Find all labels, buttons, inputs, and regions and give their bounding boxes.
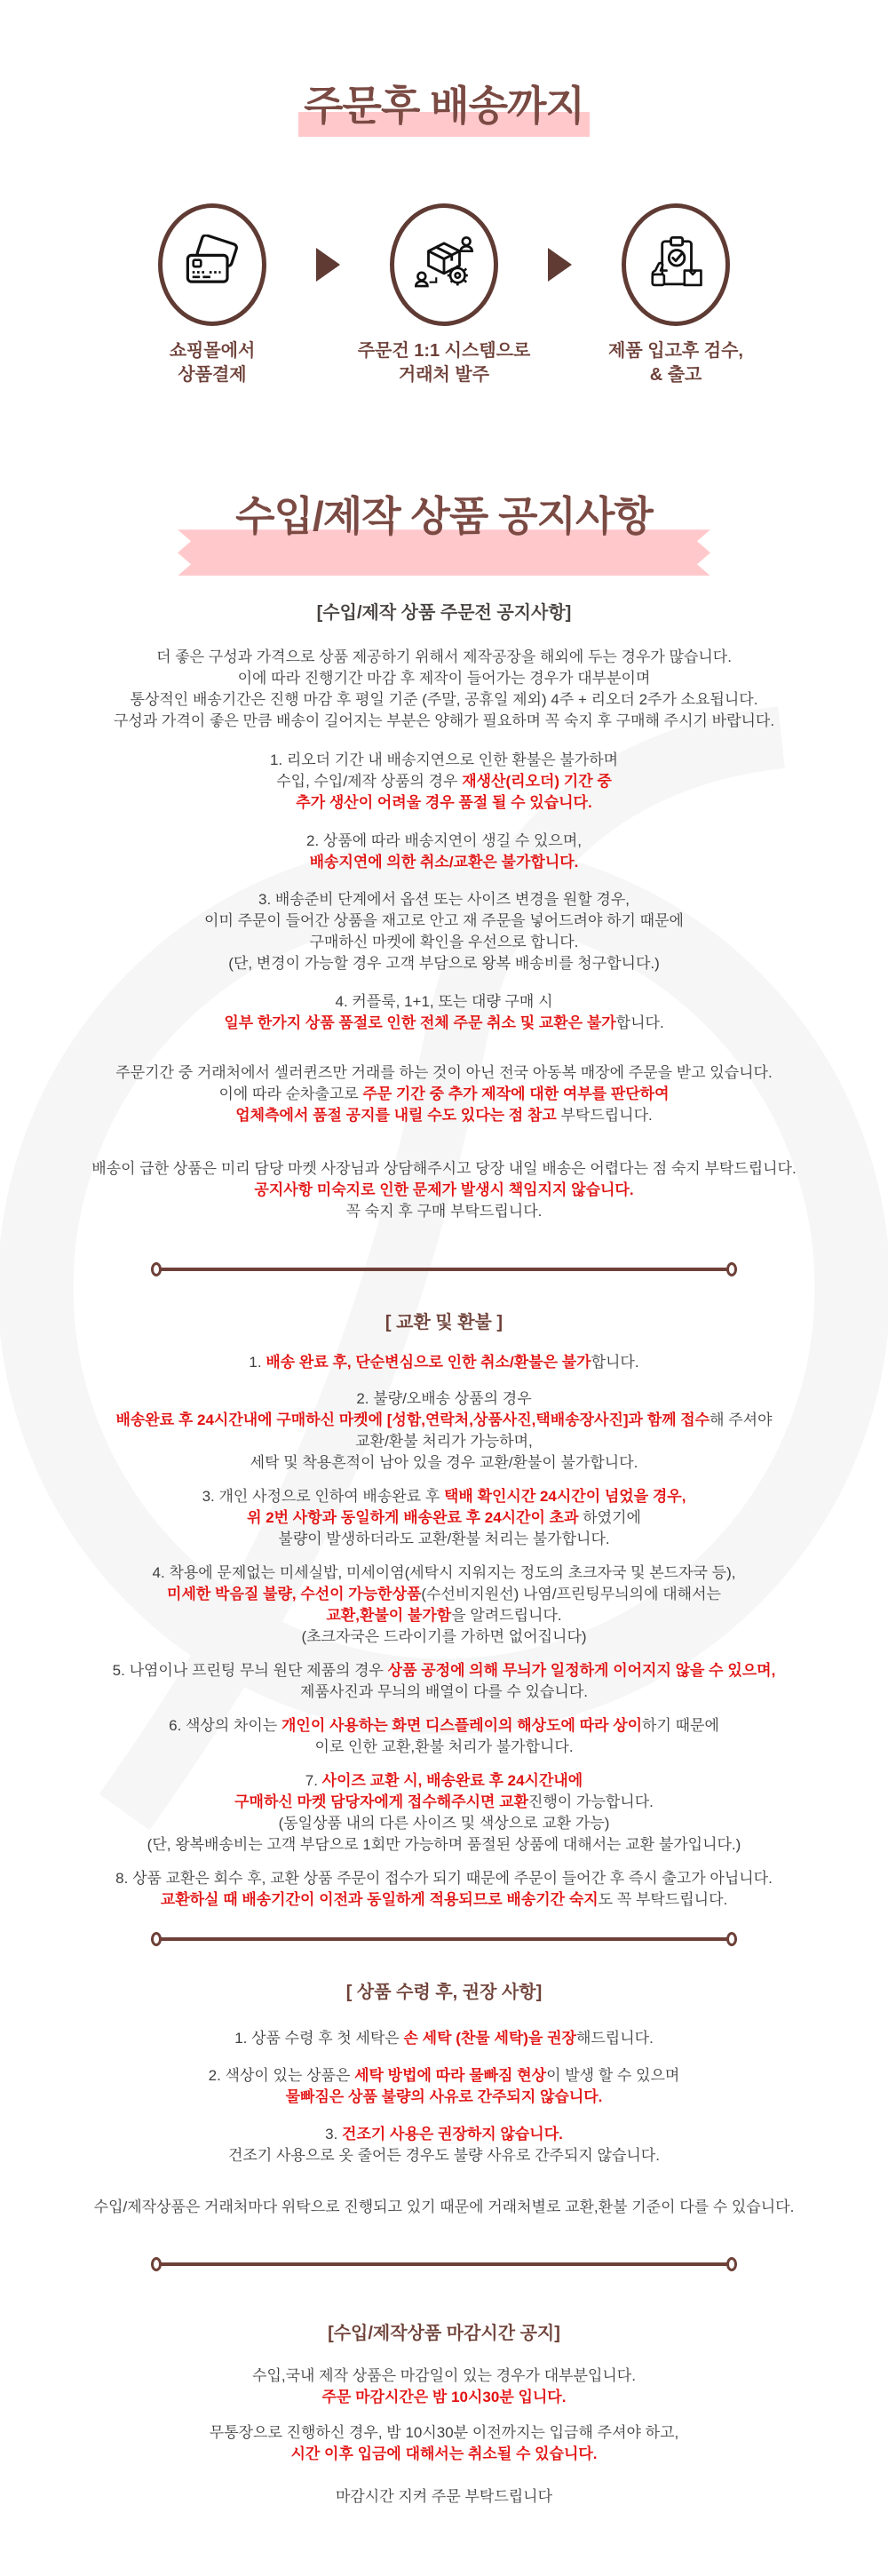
text-line: 5. 나염이나 프린팅 무늬 원단 제품의 경우 상품 공정에 의해 무늬가 일정하게 이어지지 않을 수 있으며, [112, 1662, 776, 1680]
text-line: 주문 마감시간은 밤 10시30분 입니다. [321, 2389, 567, 2406]
pre-order-item-2 [44, 831, 844, 873]
order-period-paragraph [44, 1062, 844, 1126]
text-line: 교환/환불 처리가 가능하며, [355, 1433, 533, 1451]
text-line: 위 2번 사항과 동일하게 배송완료 후 24시간이 초과 하였기에 [247, 1509, 641, 1527]
divider-line [159, 1937, 729, 1941]
text-line: 2. 불량/오배송 상품의 경우 [356, 1390, 532, 1408]
text-line: 건조기 사용으로 옷 줄어든 경우도 불량 사유로 간주되지 않습니다. [228, 2147, 660, 2165]
text-line: 공지사항 미숙지로 인한 문제가 발생시 책임지지 않습니다. [254, 1181, 634, 1199]
text-line: 구매하신 마켓에 확인을 우선으로 합니다. [309, 934, 579, 951]
process-step-order-system [357, 203, 531, 387]
text-line: 1. 배송 완료 후, 단순변심으로 인한 취소/환불은 불가합니다. [249, 1354, 639, 1371]
text-line: 배송이 급한 상품은 미리 담당 마켓 사장님과 상담해주시고 당장 내일 배송은 어렵다는 점 숙지 부탁드립니다. [91, 1160, 797, 1178]
title-highlight: 주문후 배송까지 [298, 83, 590, 137]
divider-line [159, 2262, 729, 2266]
text-line: 배송지연에 의한 취소/교환은 불가합니다. [309, 854, 579, 871]
exchange-item-6 [44, 1715, 844, 1758]
section-header: [수입/제작 상품 주문전 공지사항] [316, 603, 572, 624]
text-line: 1. 상품 수령 후 첫 세탁은 손 세탁 (찬물 세탁)을 권장해드립니다. [234, 2030, 654, 2047]
credit-card-icon [182, 235, 242, 295]
care-item-2 [44, 2065, 844, 2108]
section-header: [ 상품 수령 후, 권장 사항] [345, 1983, 543, 2003]
arrow-right-icon [316, 248, 340, 282]
text-line: 1. 리오더 기간 내 배송지연으로 인한 환불은 불가하며 [269, 751, 619, 769]
step-label: 주문건 1:1 시스템으로 거래처 발주 [357, 341, 531, 386]
text-line: 3. 건조기 사용은 권장하지 않습니다. [325, 2126, 563, 2143]
text-line: 8. 상품 교환은 회수 후, 교환 상품 주문이 접수가 되기 때문에 주문이 들어간 후 즉시 출고가 아닙니다. [115, 1870, 773, 1888]
exchange-item-8 [44, 1868, 844, 1911]
text-line: 3. 배송준비 단계에서 옵션 또는 사이즈 변경을 원할 경우, [258, 891, 630, 909]
notice-section-title: 수입/제작 상품 공지사항 [0, 492, 888, 577]
pre-order-item-1 [44, 750, 844, 814]
text-line: 이에 따라 진행기간 마감 후 제작이 들어가는 경우가 대부분이며 [237, 670, 651, 688]
text-line: 미세한 박음질 불량, 수선이 가능한상품(수선비지원선) 나염/프린팅무늬의에 대해서는 [167, 1586, 721, 1603]
divider-end-ring [726, 1932, 737, 1946]
step-label: 제품 입고후 검수, & 출고 [608, 341, 743, 386]
text-line: 2. 상품에 따라 배송지연이 생길 수 있으며, [306, 832, 582, 850]
exchange-item-5 [44, 1660, 844, 1703]
text-line: 추가 생산이 어려울 경우 품절 될 수 있습니다. [296, 794, 592, 812]
page-title [0, 82, 888, 131]
text-line: 통상적인 배송기간은 진행 마감 후 평일 기준 (주말, 공휴일 제외) 4주 + 리오더 2주가 소요됩니다. [130, 691, 758, 709]
text-line: 4. 착용에 문제없는 미세실밥, 미세이염(세탁시 지워지는 정도의 초크자국 및 본드자국 등), [152, 1564, 736, 1582]
deadline-item-3 [44, 2486, 844, 2508]
pre-order-item-4 [44, 991, 844, 1034]
text-line: 이미 주문이 들어간 상품을 재고로 안고 재 주문을 넣어드려야 하기 때문에 [204, 912, 684, 930]
divider-end-ring [151, 1932, 162, 1946]
text-line: 일부 한가지 상품 품절로 인한 전체 주문 취소 및 교환은 불가합니다. [224, 1014, 664, 1032]
arrow-right-icon [548, 248, 572, 282]
process-step-payment [146, 203, 279, 387]
text-line: 구매하신 마켓 담당자에게 접수해주시면 교환진행이 가능합니다. [234, 1793, 654, 1811]
text-line: 업체측에서 품절 공지를 내릴 수도 있다는 점 참고 부탁드립니다. [235, 1107, 653, 1125]
text-line: 불량이 발생하더라도 교환/환불 처리는 불가합니다. [278, 1530, 610, 1548]
process-step-inspection [609, 203, 742, 387]
text-line: 구성과 가격이 좋은 만큼 배송이 길어지는 부분은 양해가 필요하며 꼭 숙지 후 구매해 주시기 바랍니다. [113, 712, 775, 730]
urgent-delivery-paragraph [44, 1158, 844, 1222]
notice-content [44, 602, 844, 2561]
section-divider [151, 1932, 737, 1946]
section-header: [수입/제작상품 마감시간 공지] [328, 2324, 560, 2344]
text-line: 7. 사이즈 교환 시, 배송완료 후 24시간내에 [305, 1772, 583, 1790]
text-line: 세탁 및 착용흔적이 남아 있을 경우 교환/환불이 불가합니다. [250, 1454, 638, 1472]
step-label: 쇼핑몰에서 상품결제 [169, 341, 256, 386]
text-line: 2. 색상이 있는 상품은 세탁 방법에 따라 물빠짐 현상이 발생 할 수 있으며 [208, 2067, 680, 2085]
order-system-icon [413, 234, 475, 296]
text-line: 배송완료 후 24시간내에 구매하신 마켓에 [성함,연락처,상품사진,택배송장사진]과 함께 접수해 주셔야 [115, 1411, 773, 1429]
text-line: 무통장으로 진행하신 경우, 밤 10시30분 이전까지는 입금해 주셔야 하고, [209, 2424, 679, 2442]
text-line: (단, 왕복배송비는 고객 부담으로 1회만 가능하며 품절된 상품에 대해서는 교환 불가입니다.) [147, 1836, 741, 1854]
exchange-item-4 [44, 1562, 844, 1648]
text-line: 교환,환불이 불가함을 알려드립니다. [326, 1607, 562, 1625]
consignment-paragraph [44, 2197, 844, 2218]
text-line: 수입/제작상품은 거래처마다 위탁으로 진행되고 있기 때문에 거래처별로 교환,환불 기준이 다를 수 있습니다. [93, 2198, 795, 2216]
text-line: 더 좋은 구성과 가격으로 상품 제공하기 위해서 제작공장을 해외에 두는 경우가 많습니다. [156, 648, 732, 666]
text-line: 마감시간 지켜 주문 부탁드립니다 [335, 2488, 553, 2506]
text-line: 주문기간 중 거래처에서 셀러퀸즈만 거래를 하는 것이 아닌 전국 아동복 매장에 주문을 받고 있습니다. [115, 1064, 773, 1082]
text-line: 3. 개인 사정으로 인하여 배송완료 후 택배 확인시간 24시간이 넘었을 경우, [202, 1488, 686, 1506]
step-circle [158, 203, 266, 326]
text-line: 시간 이후 입금에 대해서는 취소될 수 있습니다. [290, 2445, 598, 2463]
text-line: 4. 커플룩, 1+1, 또는 대량 구매 시 [335, 993, 553, 1011]
text-line: (동일상품 내의 다른 사이즈 및 색상으로 교환 가능) [278, 1815, 610, 1833]
exchange-item-1 [44, 1352, 844, 1373]
text-line: 꼭 숙지 후 구매 부탁드립니다. [345, 1203, 543, 1220]
text-line: 수입, 수입/제작 상품의 경우 재생산(리오더) 기간 중 [276, 773, 612, 791]
text-line: 이에 따라 순차출고로 주문 기간 중 추가 제작에 대한 여부를 판단하여 [218, 1085, 670, 1103]
text-line: 수입,국내 제작 상품은 마감일이 있는 경우가 대부분입니다. [252, 2367, 636, 2385]
divider-end-ring [151, 2257, 162, 2271]
exchange-item-3 [44, 1486, 844, 1550]
pre-order-item-3 [44, 889, 844, 974]
step-circle [622, 203, 730, 326]
section-header: [ 교환 및 환불 ] [385, 1313, 503, 1333]
page-content [0, 82, 888, 2561]
text-line: 제품사진과 무늬의 배열이 다를 수 있습니다. [300, 1683, 588, 1701]
step-circle [390, 203, 498, 326]
text-line: (단, 변경이 가능할 경우 고객 부담으로 왕복 배송비를 청구합니다.) [228, 955, 660, 973]
inspection-icon [645, 234, 707, 296]
exchange-item-2 [44, 1388, 844, 1474]
divider-end-ring [726, 2257, 737, 2271]
text-line: 교환하실 때 배송기간이 이전과 동일하게 적용되므로 배송기간 숙지도 꼭 부탁드립니다. [160, 1891, 728, 1909]
order-process-flow [0, 203, 888, 387]
divider-end-ring [151, 1262, 162, 1276]
care-item-3 [44, 2124, 844, 2167]
exchange-item-7 [44, 1770, 844, 1856]
intro-paragraph [44, 647, 844, 732]
text-line: 6. 색상의 차이는 개인이 사용하는 화면 디스플레이의 해상도에 따라 상이하기 때문에 [169, 1717, 719, 1735]
divider-line [159, 1268, 729, 1271]
deadline-item-2 [44, 2422, 844, 2465]
divider-end-ring [726, 1262, 737, 1276]
text-line: (초크자국은 드라이기를 가하면 없어집니다) [301, 1628, 587, 1646]
section-divider [151, 2257, 737, 2271]
text-line: 이로 인한 교환,환불 처리가 불가합니다. [314, 1738, 574, 1756]
text-line: 물빠짐은 상품 불량의 사유로 간주되지 않습니다. [285, 2088, 603, 2106]
section-divider [151, 1262, 737, 1276]
care-item-1 [44, 2028, 844, 2049]
deadline-item-1 [44, 2365, 844, 2408]
